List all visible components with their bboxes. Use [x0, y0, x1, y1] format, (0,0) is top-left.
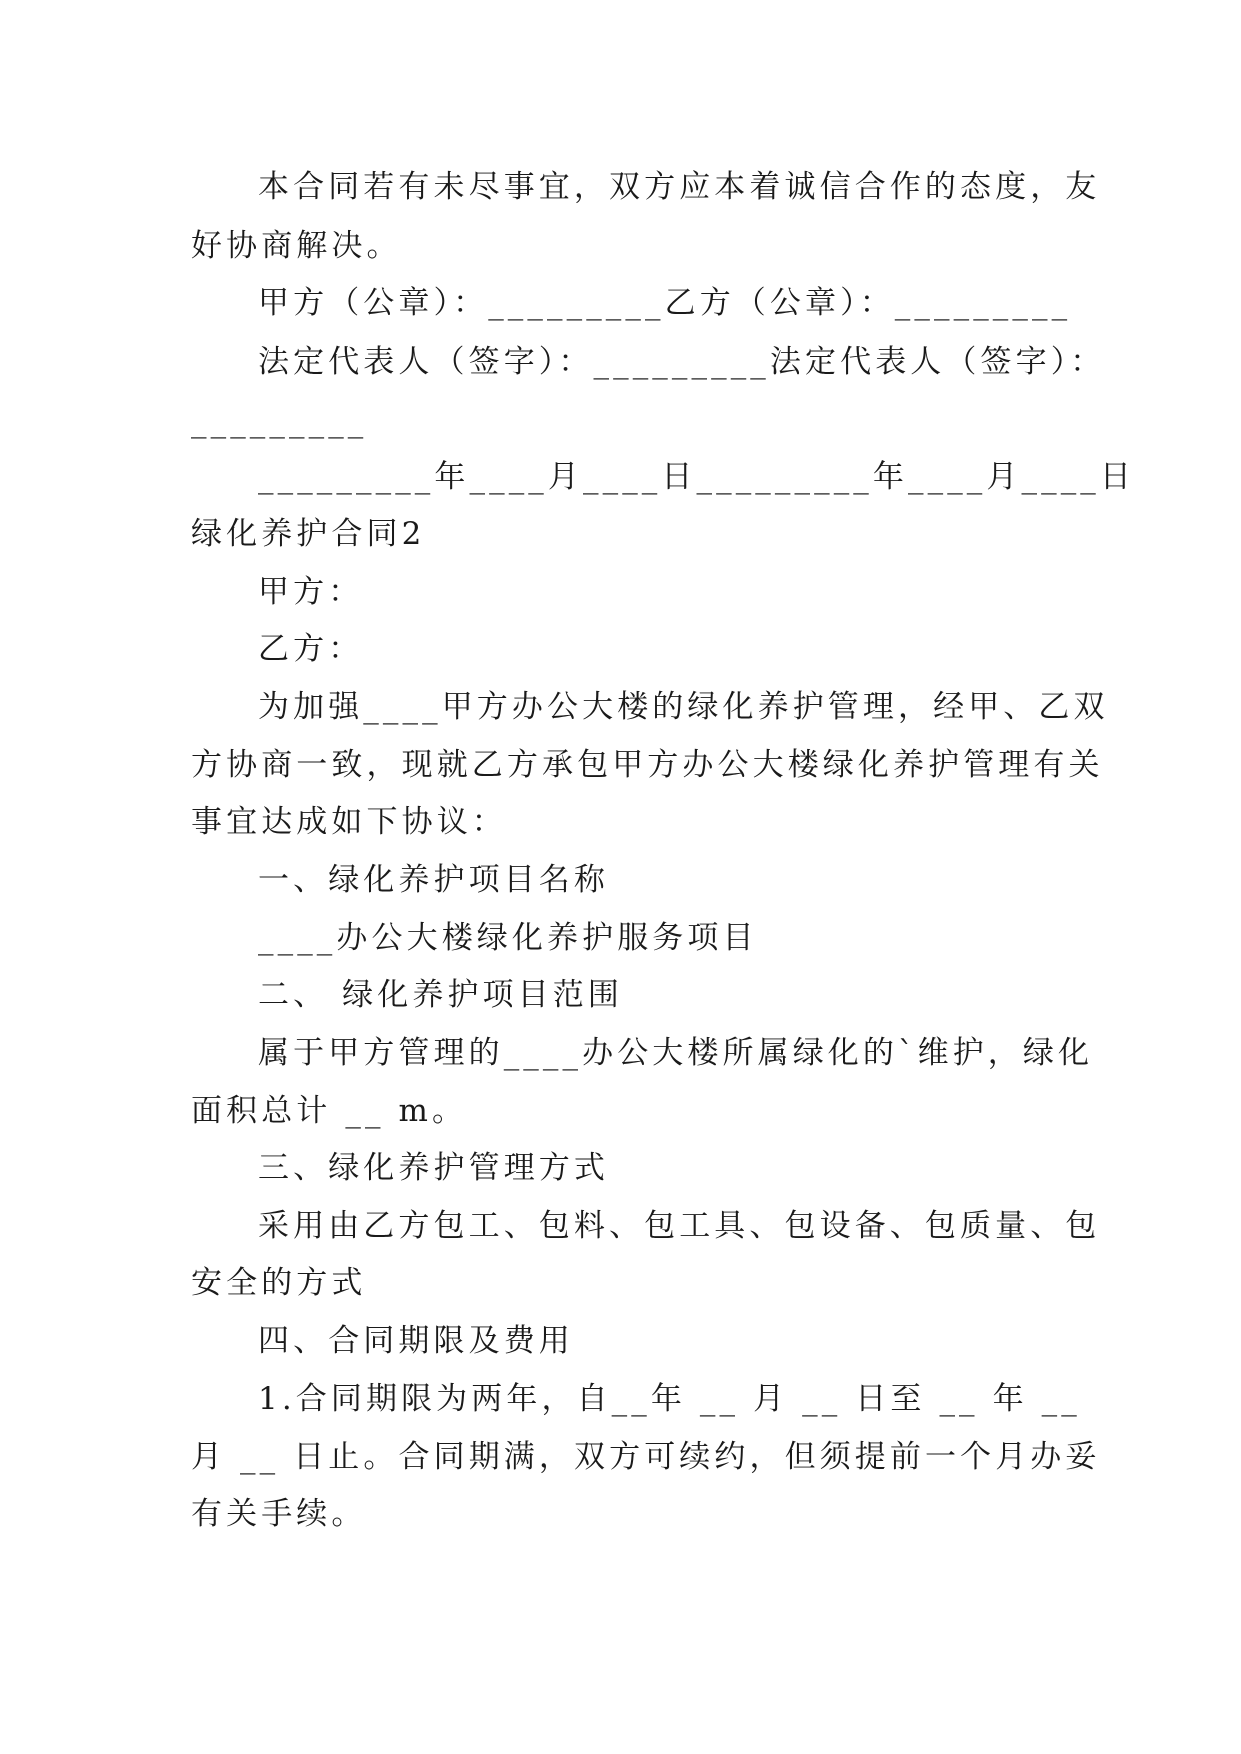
paragraph-line: 月 __ 日止。合同期满，双方可续约，但须提前一个月办妥: [191, 1439, 1101, 1475]
paragraph-line: 有关手续。: [191, 1496, 367, 1532]
paragraph-line: ____办公大楼绿化养护服务项目: [258, 920, 758, 956]
paragraph-line: 面积总计 __ m。: [191, 1093, 468, 1129]
section-heading: 一、绿化养护项目名称: [258, 862, 609, 898]
party-b-line: 乙方：: [258, 631, 364, 667]
party-a-line: 甲方：: [258, 574, 364, 610]
paragraph-line: 本合同若有未尽事宜，双方应本着诚信合作的态度，友: [258, 169, 1101, 205]
section-heading: 四、合同期限及费用: [258, 1323, 574, 1359]
signature-line-seal: 甲方（公章）：_________乙方（公章）：_________: [258, 285, 1072, 321]
signature-line-representative: 法定代表人（签字）：_________法定代表人（签字）：: [258, 344, 1106, 380]
paragraph-line: 安全的方式: [191, 1265, 367, 1301]
paragraph-line: 1.合同期限为两年，自__年 __ 月 __ 日至 __ 年 __: [258, 1381, 1081, 1417]
contract-title: 绿化养护合同2: [191, 516, 426, 552]
section-heading: 二、 绿化养护项目范围: [258, 977, 623, 1013]
paragraph-line: 属于甲方管理的____办公大楼所属绿化的`维护，绿化: [258, 1035, 1094, 1071]
section-heading: 三、绿化养护管理方式: [258, 1150, 609, 1186]
date-line: _________年____月____日_________年____月____日: [258, 459, 1135, 495]
paragraph-line: 方协商一致，现就乙方承包甲方办公大楼绿化养护管理有关: [191, 747, 1104, 783]
paragraph-line: 事宜达成如下协议：: [191, 804, 507, 840]
paragraph-line: 为加强____甲方办公大楼的绿化养护管理，经甲、乙双: [258, 689, 1109, 725]
signature-blank: _________: [191, 403, 368, 439]
paragraph-line: 好协商解决。: [191, 228, 402, 264]
paragraph-line: 采用由乙方包工、包料、包工具、包设备、包质量、包: [258, 1208, 1101, 1244]
